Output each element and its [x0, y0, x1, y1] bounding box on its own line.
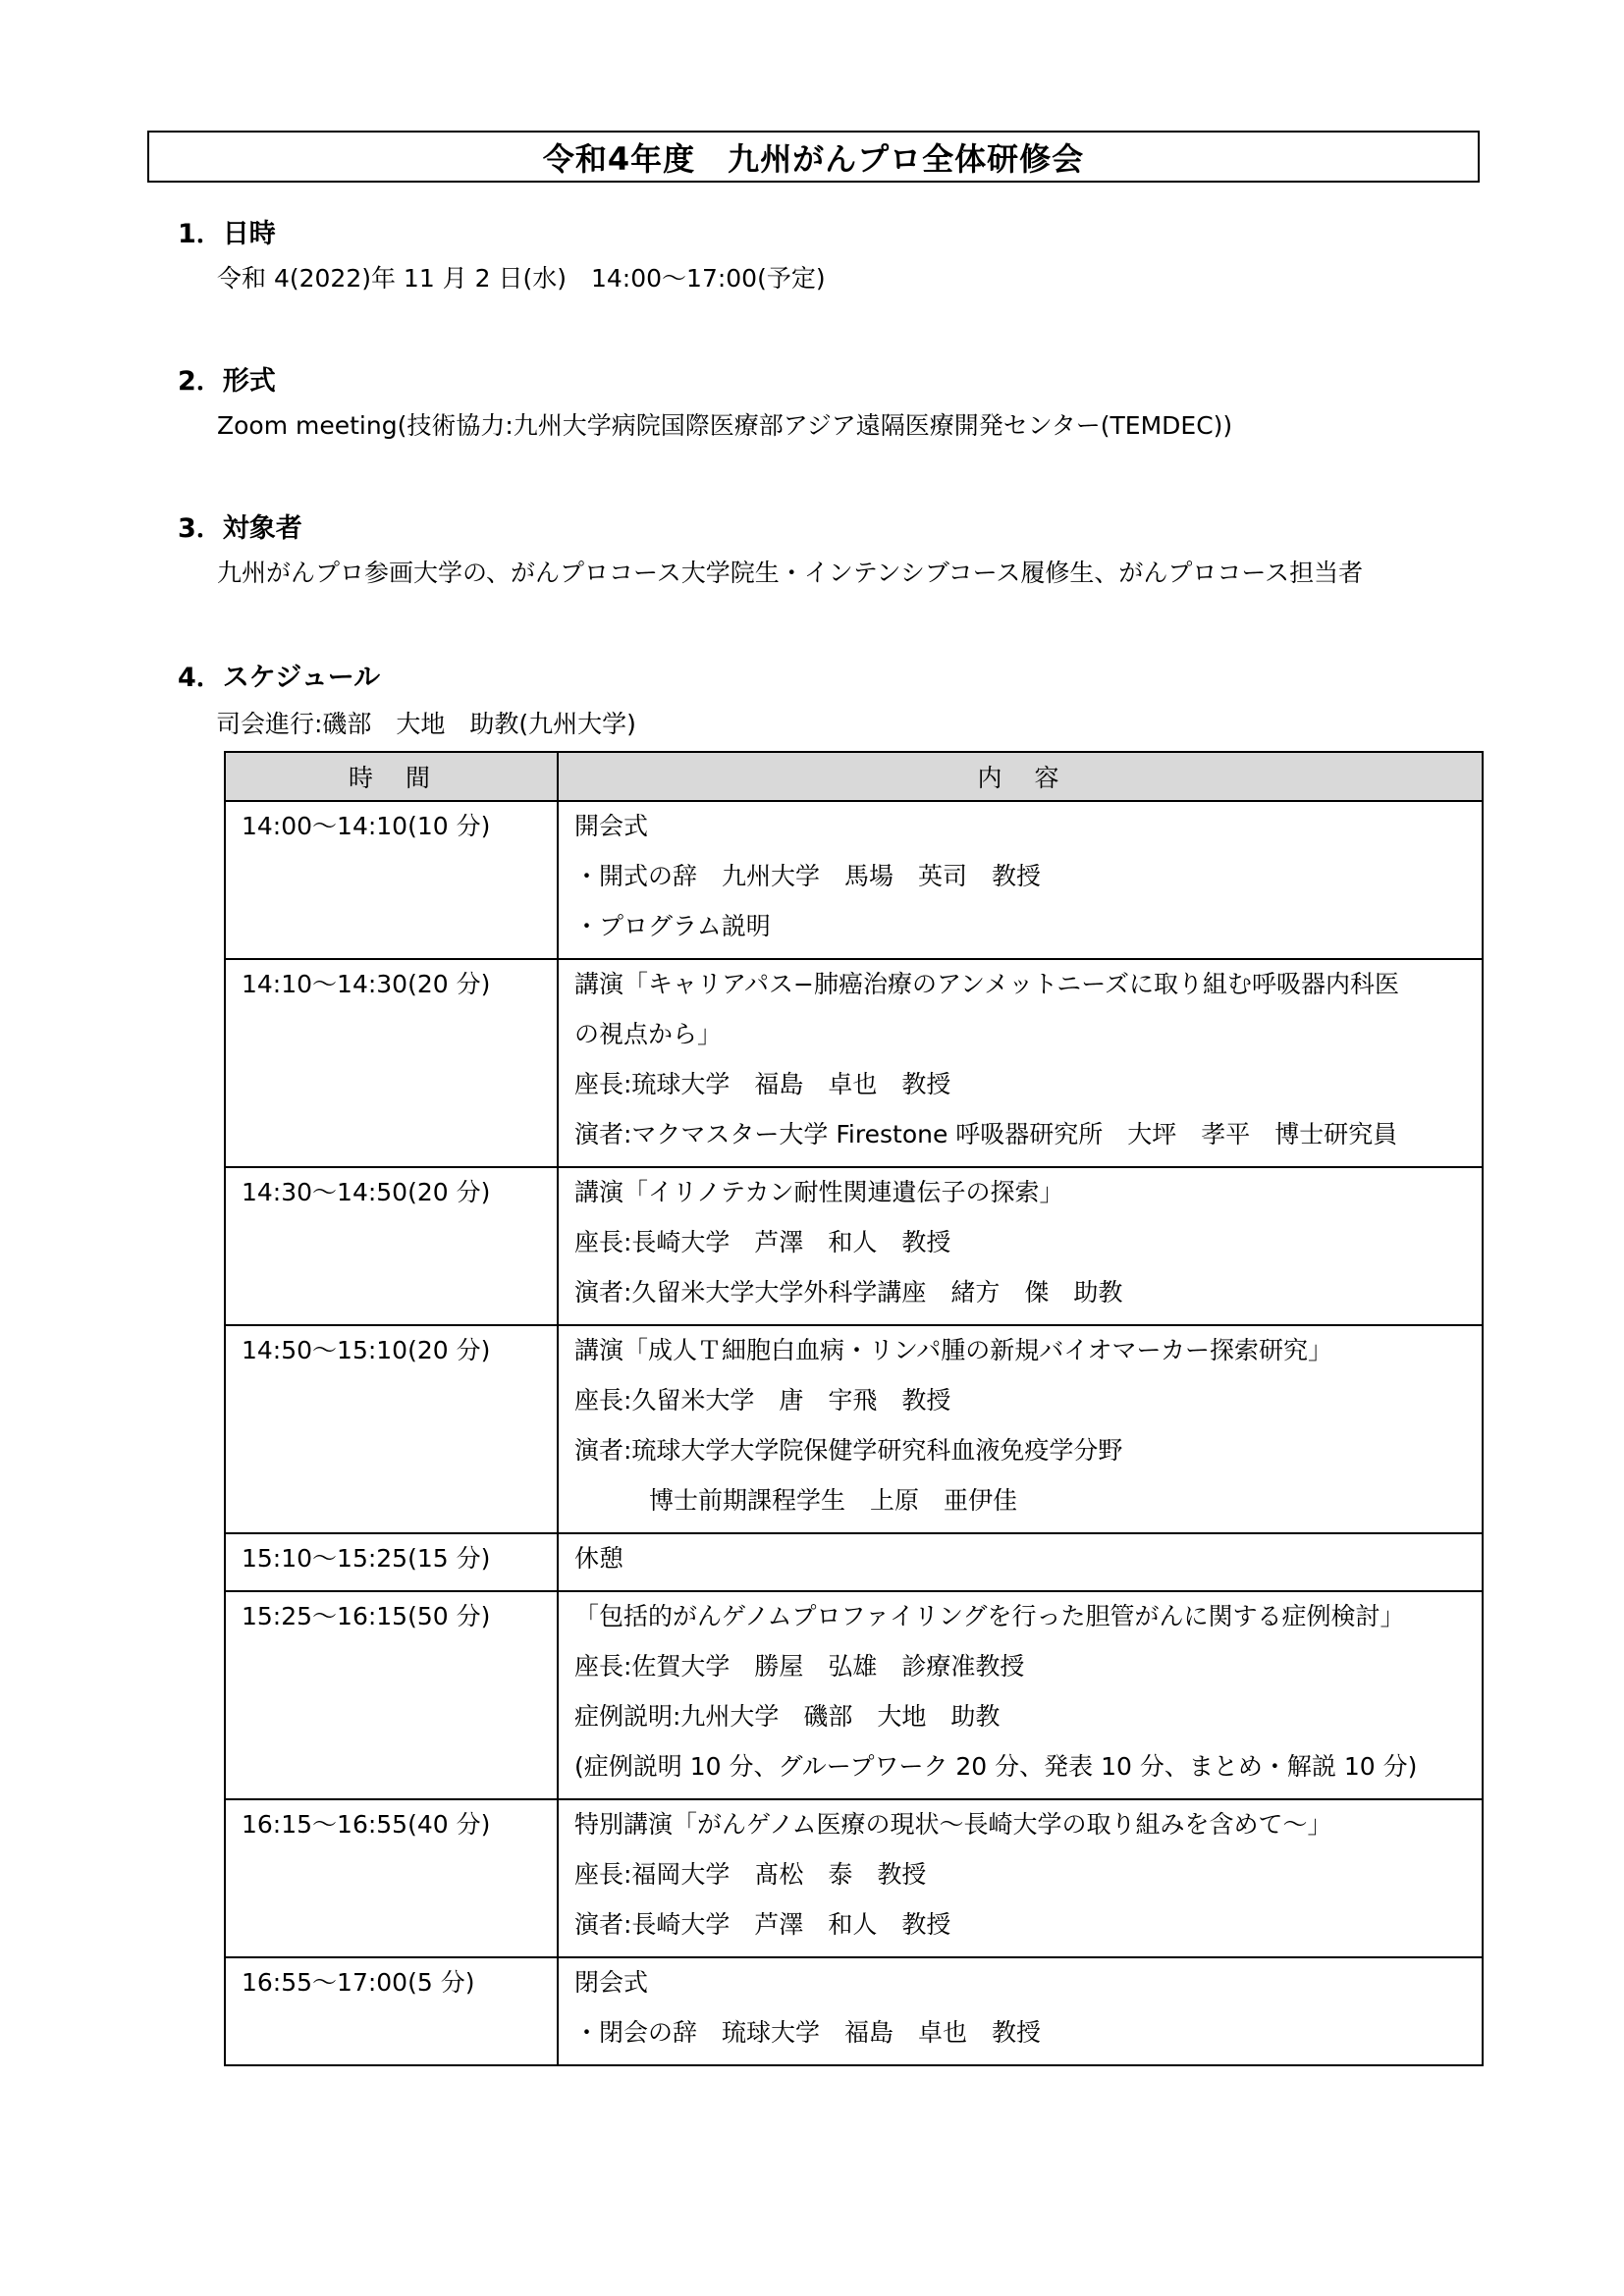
section-datetime: [178, 214, 1484, 302]
table-row: [225, 1957, 1483, 2065]
content-line: 開会式: [574, 812, 649, 840]
content-line: 演者:長崎大学 芦澤 和人 教授: [574, 1910, 951, 1939]
document-title: 令和4年度 九州がんプロ全体研修会: [147, 131, 1480, 183]
content-line: 座長:佐賀大学 勝屋 弘雄 診療准教授: [574, 1652, 1025, 1681]
table-row: [225, 959, 1483, 1167]
mc-note: 司会進行:磯部 大地 助教(九州大学): [216, 710, 636, 738]
table-row: [225, 801, 1483, 959]
content-line: 演者:久留米大学大学外科学講座 緒方 傑 助教: [574, 1278, 1123, 1307]
content-line: の視点から」: [574, 1020, 723, 1048]
content-line: (症例説明 10 分、グループワーク 20 分、発表 10 分、まとめ・解説 10 分): [574, 1752, 1418, 1781]
content-line: 座長:琉球大学 福島 卓也 教授: [574, 1070, 951, 1098]
content-line: 特別講演「がんゲノム医療の現状～長崎大学の取り組みを含めて～」: [574, 1810, 1332, 1839]
time-cell: [225, 1167, 558, 1325]
table-header-row: [225, 752, 1483, 801]
section-heading: 3．対象者: [178, 513, 302, 544]
table-row: [225, 1325, 1483, 1533]
content-cell: [558, 1325, 1483, 1533]
time-cell: [225, 801, 558, 959]
time-text: 16:55～17:00(5 分): [242, 1968, 475, 1997]
section-audience: [178, 508, 1484, 597]
table-row: [225, 1591, 1483, 1799]
content-cell: [558, 1591, 1483, 1799]
table-row: [225, 1533, 1483, 1591]
content-line: 「包括的がんゲノムプロファイリングを行った胆管がんに関する症例検討」: [574, 1602, 1405, 1630]
time-cell: [225, 1799, 558, 1957]
schedule-table: [224, 751, 1484, 2066]
time-cell: [225, 1957, 558, 2065]
content-line: 講演「イリノテカン耐性関連遺伝子の探索」: [574, 1178, 1064, 1206]
content-cell: [558, 1799, 1483, 1957]
content-line: ・閉会の辞 琉球大学 福島 卓也 教授: [574, 2018, 1042, 2047]
content-line: 演者:マクマスター大学 Firestone 呼吸器研究所 大坪 孝平 博士研究員: [574, 1120, 1398, 1148]
section-body: 令和 4(2022)年 11 月 2 日(水) 14:00～17:00(予定): [217, 264, 826, 293]
time-text: 14:50～15:10(20 分): [242, 1336, 491, 1364]
content-line: ・プログラム説明: [574, 912, 771, 940]
content-line: 演者:琉球大学大学院保健学研究科血液免疫学分野: [574, 1436, 1123, 1465]
content-cell: [558, 1167, 1483, 1325]
content-cell: [558, 1533, 1483, 1591]
column-header-time: 時 間: [225, 752, 558, 801]
time-text: 15:25～16:15(50 分): [242, 1602, 491, 1630]
content-cell: [558, 1957, 1483, 2065]
content-line: 座長:長崎大学 芦澤 和人 教授: [574, 1228, 951, 1256]
time-cell: [225, 959, 558, 1167]
content-line: ・開式の辞 九州大学 馬場 英司 教授: [574, 862, 1042, 890]
time-text: 16:15～16:55(40 分): [242, 1810, 491, 1839]
time-text: 15:10～15:25(15 分): [242, 1544, 491, 1573]
table-row: [225, 1799, 1483, 1957]
time-text: 14:30～14:50(20 分): [242, 1178, 491, 1206]
section-heading: 4．スケジュール: [178, 663, 381, 693]
section-heading: 2．形式: [178, 366, 276, 397]
time-cell: [225, 1325, 558, 1533]
table-row: [225, 1167, 1483, 1325]
section-heading: 1．日時: [178, 219, 276, 249]
time-text: 14:00～14:10(10 分): [242, 812, 491, 840]
section-body: 九州がんプロ参画大学の、がんプロコース大学院生・インテンシブコース履修生、がんプロコース担当者: [217, 559, 1364, 587]
content-line: 閉会式: [574, 1968, 649, 1997]
time-cell: [225, 1591, 558, 1799]
content-line: 座長:福岡大学 髙松 泰 教授: [574, 1860, 927, 1889]
time-cell: [225, 1533, 558, 1591]
content-line: 講演「キャリアパス−肺癌治療のアンメットニーズに取り組む呼吸器内科医: [574, 970, 1399, 998]
content-line: 休憩: [574, 1544, 624, 1573]
content-line: 講演「成人Ｔ細胞白血病・リンパ腫の新規バイオマーカー探索研究」: [574, 1336, 1333, 1364]
time-text: 14:10～14:30(20 分): [242, 970, 491, 998]
content-cell: [558, 959, 1483, 1167]
content-line: 博士前期課程学生 上原 亜伊佳: [649, 1486, 1018, 1515]
section-schedule: [178, 658, 1484, 699]
content-line: 症例説明:九州大学 磯部 大地 助教: [574, 1702, 1001, 1731]
content-line: 座長:久留米大学 唐 宇飛 教授: [574, 1386, 951, 1415]
column-header-content: 内 容: [558, 752, 1483, 801]
section-body: Zoom meeting(技術協力:九州大学病院国際医療部アジア遠隔医療開発センター(TEMDEC)): [217, 411, 1233, 440]
content-cell: [558, 801, 1483, 959]
section-format: [178, 361, 1484, 450]
